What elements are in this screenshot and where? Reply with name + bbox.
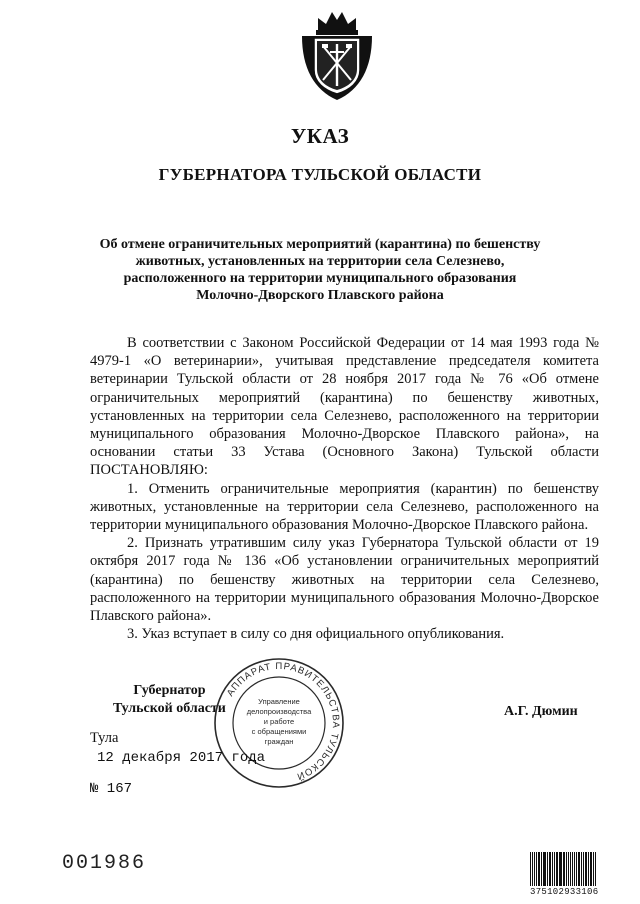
signatory-name: А.Г. Дюмин: [504, 704, 578, 719]
document-subject: [90, 236, 550, 304]
stamp-center-line: Управление: [258, 697, 300, 706]
stamp-center-line: с обращениями: [251, 727, 307, 736]
decree-item-1: 1. Отменить ограничительные мероприятия (карантин) по бешенству животных, установленные на территории села Селезнево, расположенного на территории муниципального образования Молочно-Дворское Плавского района.: [90, 480, 599, 534]
issue-date: 12 декабря 2017 года: [97, 750, 266, 766]
barcode-bar: [595, 852, 596, 886]
tula-coat-of-arms-icon: [296, 6, 378, 102]
signatory-position-line: Губернатор: [133, 683, 206, 698]
serial-number: 001986: [62, 852, 147, 875]
stamp-center-line: делопроизводства: [246, 707, 312, 716]
stamp-center-line: и работе: [263, 717, 295, 726]
signatory-position: [113, 682, 226, 718]
subject-line: животных, установленных на территории села Селезнево,: [135, 254, 505, 269]
issue-place: Тула: [90, 730, 119, 746]
document-issuer: ГУБЕРНАТОРА ТУЛЬСКОЙ ОБЛАСТИ: [158, 165, 482, 184]
stamp-ring-text: АППАРАТ ПРАВИТЕЛЬСТВА ТУЛЬСКОЙ: [224, 660, 342, 782]
subject-line: Об отмене ограничительных мероприятий (карантина) по бешенству: [99, 237, 541, 252]
decree-item-2: 2. Признать утратившим силу указ Губернатора Тульской области от 19 октября 2017 года № 136 «Об установлении ограничительных мероприятий (карантина) по бешенству животных на территории села Селезнево, расположенного на территории муниципального образования Молочно-Дворское Плавского района».: [90, 535, 599, 625]
barcode-digits: 375102933106: [530, 887, 599, 897]
barcode: [530, 852, 630, 896]
official-stamp: [212, 656, 346, 790]
decree-item-3: 3. Указ вступает в силу со дня официального опубликования.: [127, 626, 505, 643]
stamp-center-line: граждан: [264, 737, 294, 746]
document-body: [90, 334, 599, 643]
document-number: № 167: [90, 781, 133, 797]
subject-line: Молочно-Дворского Плавского района: [196, 288, 444, 303]
document-title: УКАЗ: [290, 124, 350, 148]
preamble-paragraph: В соответствии с Законом Российской Федерации от 14 мая 1993 года № 4979-1 «О ветеринарии», учитывая представление председателя комитета ветеринарии Тульской области от 28 ноября 2017 года № 76 «Об отмене ограничительных мероприятий (карантина) по бешенству животных, установленных на территории села Селезнево, расположенного на территории муниципального образования Молочно-Дворское Плавского района», на основании статьи 33 Устава (Основного Закона) Тульской области ПОСТАНОВЛЯЮ:: [90, 335, 599, 479]
barcode-bars: [530, 852, 630, 886]
signatory-position-line: Тульской области: [113, 701, 226, 716]
subject-line: расположенного на территории муниципального образования: [123, 271, 517, 286]
